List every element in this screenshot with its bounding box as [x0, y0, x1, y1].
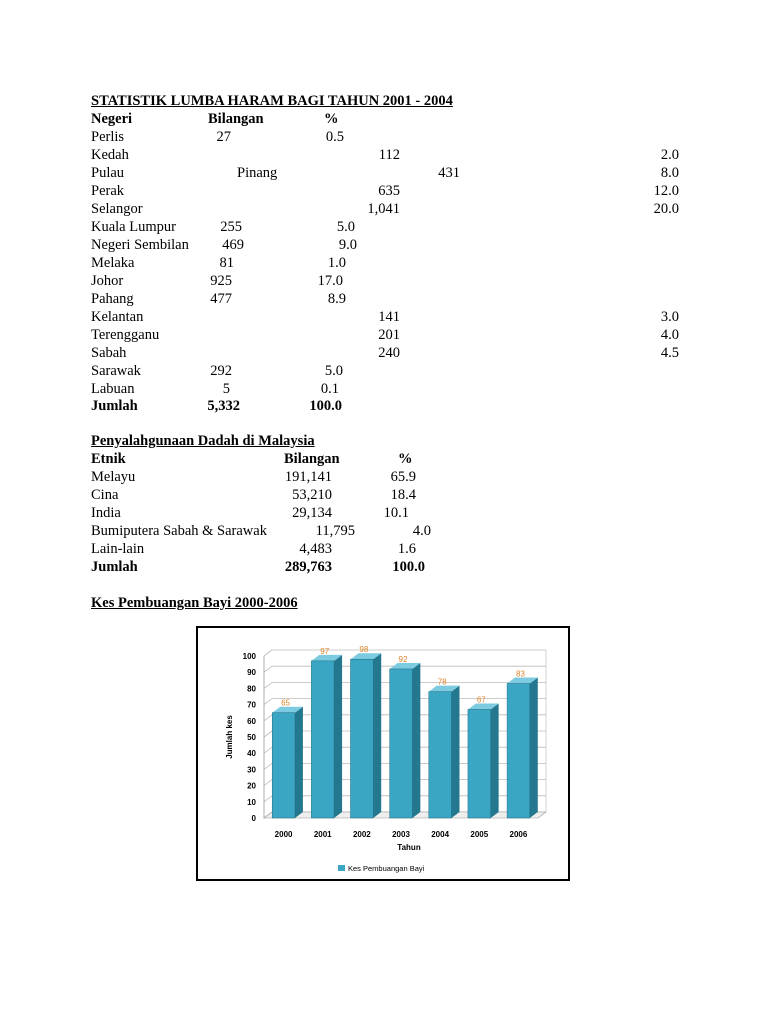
bar-side — [295, 707, 303, 818]
dadah-pct: 65.9 — [390, 469, 416, 485]
lumba-pct: 12.0 — [653, 183, 679, 199]
legend-label: Kes Pembuangan Bayi — [348, 864, 425, 873]
bayi-title: Kes Pembuangan Bayi 2000-2006 — [91, 595, 298, 611]
lumba-header-negeri: Negeri — [91, 111, 133, 127]
dadah-pct: 4.0 — [412, 523, 431, 539]
data-label: 98 — [359, 645, 369, 655]
y-tick-label: 20 — [247, 781, 256, 791]
data-label: 92 — [398, 654, 408, 664]
lumba-bilangan: 925 — [210, 273, 232, 289]
dadah-bilangan: 4,483 — [299, 541, 332, 557]
bar — [429, 692, 452, 818]
gridline-side — [264, 715, 272, 721]
x-tick-label: 2003 — [392, 830, 410, 839]
gridline-side — [264, 796, 272, 802]
lumba-pct: 20.0 — [653, 201, 679, 217]
bar — [351, 659, 374, 818]
data-label: 97 — [320, 646, 330, 656]
lumba-negeri: Terengganu — [91, 327, 160, 343]
lumba-negeri: Sabah — [91, 345, 127, 361]
gridline-side — [264, 763, 272, 769]
dadah-pct: 10.1 — [383, 505, 409, 521]
dadah-etnik: Bumiputera Sabah & Sarawak — [91, 523, 267, 539]
lumba-pct: 8.9 — [327, 291, 346, 307]
dadah-header-etnik: Etnik — [91, 451, 126, 467]
y-tick-label: 60 — [247, 716, 256, 726]
y-tick-label: 40 — [247, 749, 256, 759]
lumba-header-pct: % — [324, 111, 339, 127]
dadah-header-pct: % — [398, 451, 413, 467]
lumba-pct: 1.0 — [327, 255, 346, 271]
dadah-bilangan: 191,141 — [284, 469, 332, 485]
lumba-negeri: Kelantan — [91, 309, 144, 325]
lumba-pct: 2.0 — [660, 147, 679, 163]
lumba-pct: 4.5 — [660, 345, 679, 361]
lumba-negeri: Negeri Sembilan — [91, 237, 189, 253]
dadah-bilangan: 53,210 — [292, 487, 332, 503]
lumba-negeri: Pulau — [91, 165, 125, 181]
bar-side — [530, 678, 538, 818]
data-label: 65 — [281, 698, 291, 708]
lumba-pct: 5.0 — [324, 363, 343, 379]
lumba-pct: 0.1 — [320, 381, 339, 397]
lumba-bilangan: 477 — [210, 291, 232, 307]
dadah-total-label: Jumlah — [91, 559, 138, 575]
dadah-etnik: India — [91, 505, 121, 521]
dadah-header-bilangan: Bilangan — [284, 451, 340, 467]
x-tick-label: 2006 — [509, 830, 528, 839]
dadah-total-bilangan: 289,763 — [284, 559, 332, 575]
dadah-pct: 18.4 — [390, 487, 416, 503]
dadah-bilangan: 11,795 — [315, 523, 355, 539]
x-tick-label: 2001 — [313, 830, 332, 839]
y-tick-label: 70 — [247, 700, 256, 710]
x-axis-title: Tahun — [397, 843, 421, 852]
lumba-negeri: Labuan — [91, 381, 135, 397]
gridline-side — [264, 699, 272, 705]
lumba-bilangan: 141 — [378, 309, 400, 325]
data-label: 83 — [515, 669, 525, 679]
bar-side — [451, 686, 459, 818]
lumba-pct: 8.0 — [660, 165, 679, 181]
gridline-side — [264, 682, 272, 688]
bar — [507, 684, 530, 818]
lumba-negeri: Perak — [91, 183, 125, 199]
lumba-negeri-cont: Pinang — [237, 165, 278, 181]
bar-side — [334, 655, 342, 818]
bar — [468, 709, 491, 818]
lumba-bilangan: 240 — [378, 345, 400, 361]
bar — [311, 661, 334, 818]
bar — [272, 713, 295, 818]
y-tick-label: 90 — [247, 668, 256, 678]
lumba-negeri: Melaka — [91, 255, 135, 271]
data-label: 78 — [437, 677, 447, 687]
y-tick-label: 30 — [247, 765, 256, 775]
lumba-negeri: Kedah — [91, 147, 129, 163]
dadah-bilangan: 29,134 — [292, 505, 332, 521]
dadah-etnik: Melayu — [91, 469, 136, 485]
lumba-bilangan: 431 — [438, 165, 460, 181]
dadah-pct: 1.6 — [397, 541, 416, 557]
lumba-total-label: Jumlah — [91, 398, 138, 414]
bar-side — [412, 663, 420, 818]
lumba-pct: 17.0 — [317, 273, 343, 289]
lumba-total-pct: 100.0 — [309, 398, 342, 414]
lumba-bilangan: 469 — [222, 237, 244, 253]
lumba-negeri: Sarawak — [91, 363, 141, 379]
lumba-bilangan: 255 — [220, 219, 242, 235]
lumba-negeri: Perlis — [91, 129, 125, 145]
lumba-pct: 0.5 — [325, 129, 344, 145]
y-tick-label: 80 — [247, 684, 256, 694]
lumba-bilangan: 292 — [210, 363, 232, 379]
lumba-header-bilangan: Bilangan — [208, 111, 264, 127]
lumba-bilangan: 81 — [219, 255, 234, 271]
y-tick-label: 100 — [242, 652, 256, 661]
dadah-etnik: Lain-lain — [91, 541, 145, 557]
lumba-bilangan: 112 — [378, 147, 400, 163]
lumba-negeri: Johor — [91, 273, 124, 289]
lumba-negeri: Pahang — [91, 291, 134, 307]
lumba-bilangan: 5 — [222, 381, 230, 397]
lumba-bilangan: 635 — [378, 183, 400, 199]
legend-swatch — [338, 865, 345, 871]
x-tick-label: 2005 — [470, 830, 489, 839]
dadah-title: Penyalahgunaan Dadah di Malaysia — [91, 433, 315, 449]
gridline-side — [264, 650, 272, 656]
bar-side — [373, 653, 381, 818]
gridline-side — [264, 780, 272, 786]
y-tick-label: 50 — [247, 733, 256, 742]
gridline-side — [264, 731, 272, 737]
lumba-total-bilangan: 5,332 — [207, 398, 240, 414]
data-label: 67 — [476, 695, 486, 705]
lumba-title: STATISTIK LUMBA HARAM BAGI TAHUN 2001 - 2004 — [91, 93, 453, 109]
bar-chart — [198, 628, 568, 879]
x-tick-label: 2000 — [274, 830, 293, 839]
dadah-etnik: Cina — [91, 487, 119, 503]
y-axis-title: Jumlah kes — [225, 715, 234, 759]
lumba-pct: 5.0 — [336, 219, 355, 235]
lumba-bilangan: 201 — [378, 327, 400, 343]
lumba-negeri: Kuala Lumpur — [91, 219, 176, 235]
bar — [390, 669, 413, 818]
lumba-pct: 3.0 — [660, 309, 679, 325]
chart-frame — [196, 626, 570, 881]
lumba-bilangan: 1,041 — [367, 201, 400, 217]
y-tick-label: 10 — [247, 797, 256, 807]
gridline-side — [264, 747, 272, 753]
bar-side — [491, 703, 499, 818]
lumba-pct: 4.0 — [660, 327, 679, 343]
x-tick-label: 2004 — [431, 830, 450, 839]
gridline-side — [264, 666, 272, 672]
dadah-total-pct: 100.0 — [392, 559, 425, 575]
lumba-pct: 9.0 — [338, 237, 357, 253]
x-tick-label: 2002 — [352, 830, 371, 839]
lumba-negeri: Selangor — [91, 201, 143, 217]
y-tick-label: 0 — [251, 814, 256, 823]
lumba-bilangan: 27 — [216, 129, 231, 145]
